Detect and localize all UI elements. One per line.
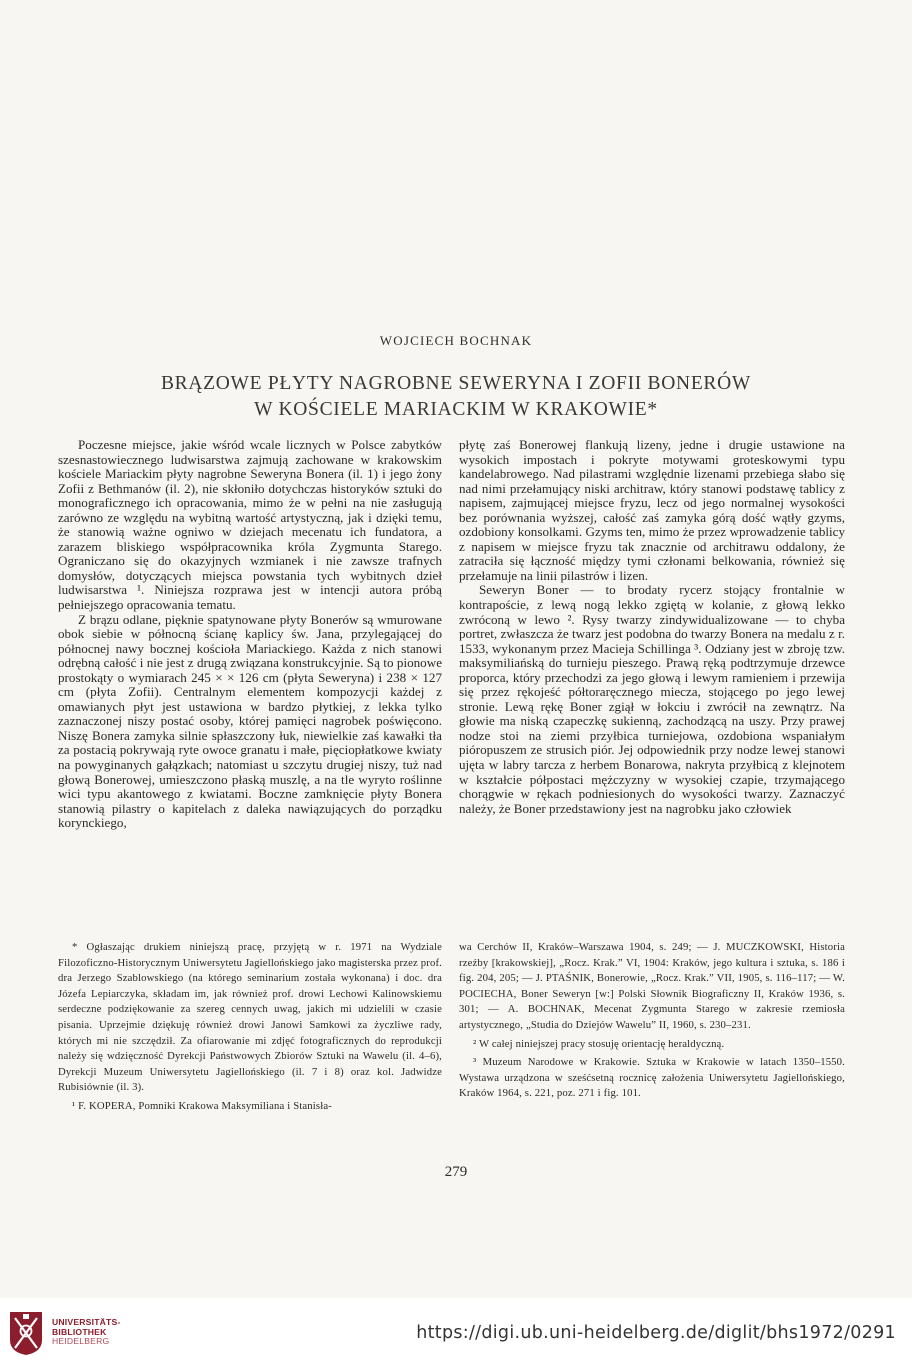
- body-paragraph: płytę zaś Bonerowej flankują lizeny, jedne i drugie ustawione na wysokich impostach i pokryte motywami groteskowymi typu kandelabrowego. Nad pilastrami względnie lizenami przebiega słabo się nad nimi przełamujący niski architraw, który stanowi podstawę tablicy z napisem, zajmującej miejsce fryzu, lecz od jego normalnej wysokości bez porównania wyższej, całość zaś zamyka górą dość wątły gzyms, ozdobiony konsolkami. Gzyms ten, mimo że przez wprowadzenie tablicy z napisem w miejsce fryzu tak znacznie od architrawu oddalony, że zatraciła się łączność między tymi członami belkowania, również się przełamuje na linii pilastrów i lizen.: [459, 437, 845, 583]
- footnote: ¹ F. KOPERA, Pomniki Krakowa Maksymiliana i Stanisła-: [72, 1099, 332, 1112]
- library-name-line: UNIVERSITÄTS-: [52, 1317, 121, 1327]
- body-paragraph: Z brązu odlane, pięknie spatynowane płyty Bonerów są wmurowane obok siebie w północną ścianę kaplicy św. Jana, przylegającej do północnej nawy bocznej kościoła Mariackiego. Każda z nich stanowi odrębną całość i nie jest z drugą związana konstrukcyjnie. Są to pionowe prostokąty o wymiarach 245 × × 126 cm (płyta Seweryna) i 238 × 127 cm (płyta Zofii). Centralnym elementem kompozycji każdej z omawianych płyt jest ustawiona w bardzo płytkiej, z lekka tylko zaznaczonej niszy postać osoby, której pamięci nagrobek poświęcono. Niszę Bonera zamyka silnie spłaszczony łuk, niewielkie zaś kawałki tła za postacią pokrywają ryte owoce granatu i małe, pięciopłatkowe kwiaty na powyginanych gałązkach; natomiast u szczytu drugiej niszy, tuż nad głową Bonerowej, umieszczono płaską muszlę, a na tle wyryto roślinne wici typu akantowego z kwiatami. Boczne zamknięcie płyty Bonera stanowią pilastry o kapitelach z daleka nawiązujących do porządku korynckiego,: [58, 611, 442, 831]
- body-paragraph: Seweryn Boner — to brodaty rycerz stojący frontalnie w kontrapoście, z lewą nogą lekko zgiętą w kolanie, z głową lekko zwróconą w lewo ². Rysy twarzy zindywidualizowane — to chyba portret, zwłaszcza że twarz jest podobna do twarzy Bonera na medalu z r. 1533, wykonanym przez Macieja Schillinga ³. Odziany jest w zbroję tzw. maksymiliańską do turnieju pieszego. Prawą ręką podtrzymuje drzewce proporca, który przechodzi za jego głową i lewym ramieniem i przewija się przez rękojeść półtoraręcznego miecza, stojącego po jego lewej stronie. Lewą rękę Boner zgiął w łokciu i zwrócił na zewnątrz. Na głowie ma niską czapeczkę sukienną, zachodzącą na uszy. Przy prawej nodze stoi na ziemi przyłbica turniejowa, ozdobiona wspaniałym pióropuszem ze strusich piór. Jej odpowiednik przy nodze lewej stanowi ujęta w labry tarcza z herbem Bonarowa, nakryta przyłbicą z klejnotem w kształcie półpostaci mężczyzny w wysokiej czapie, trzymającego chorągwie w rękach podniesionych do wysokości twarzy. Zaznaczyć należy, że Boner przedstawiony jest na nagrobku jako człowiek: [459, 582, 845, 816]
- article-title-line-2: W KOŚCIELE MARIACKIM W KRAKOWIE*: [254, 399, 658, 420]
- footnote: wa Cerchów II, Kraków–Warszawa 1904, s. 249; — J. MUCZKOWSKI, Historia rzeźby [krakowskiej], „Rocz. Krak.” VI, 1904: Kraków, jego kultura i sztuka, s. 186 i fig. 204, 205; — J. PTAŚNIK, Bonerowie, „Rocz. Krak.” VII, 1905, s. 116–117; — W. POCIECHA, Boner Seweryn [w:] Polski Słownik Biograficzny II, Kraków 1936, s. 301; — A. BOCHNAK, Mecenat Zygmunta Starego w zakresie rzemiosła artystycznego, „Studia do Dziejów Wawelu” II, 1960, s. 230–231.: [459, 941, 845, 1031]
- footnotes-right: [459, 940, 845, 1102]
- page-number: 279: [444, 1164, 468, 1180]
- digitization-footer: [0, 1298, 912, 1370]
- footnote: ² W całej niniejszej pracy stosuję orientację heraldyczną.: [473, 1037, 725, 1050]
- body-column-right: [459, 438, 845, 816]
- footnote: * Ogłaszając drukiem niniejszą pracę, przyjętą w r. 1971 na Wydziale Filozoficzno-Historycznym Uniwersytetu Jagiellońskiego jako magisterska przez prof. dra Jerzego Szablowskiego (na którego seminarium została wykonana) i doc. dra Józefa Lepiarczyka, składam im, jak również prof. drowi Lechowi Kalinowskiemu serdeczne podziękowanie za szereg cennych uwag, jakich mi udzielili w czasie pisania. Uprzejmie dziękuję również drowi Janowi Samkowi za życzliwe rady, których mi nie szczędził. Za ofiarowanie mi zdjęć fotograficznych do reprodukcji należy się wdzięczność Dyrekcji Państwowych Zbiorów Sztuki na Wawelu (il. 4–6), Dyrekcji Muzeum Uniwersytetu Jagiellońskiego (il. 7 i 8) oraz kol. Jadwidze Rubisiównie (il. 3).: [58, 941, 442, 1094]
- library-name-line: HEIDELBERG: [52, 1336, 110, 1347]
- article-title-line-1: BRĄZOWE PŁYTY NAGROBNE SEWERYNA I ZOFII BONERÓW: [160, 373, 752, 394]
- footnote: ³ Muzeum Narodowe w Krakowie. Sztuka w Krakowie w latach 1350–1550. Wystawa urządzona w sześćsetną rocznicę założenia Uniwersytetu Jagiellońskiego, Kraków 1964, s. 221, poz. 271 i fig. 101.: [459, 1056, 845, 1100]
- library-name-line: BIBLIOTHEK: [52, 1326, 107, 1337]
- body-column-left: [58, 438, 442, 831]
- footnotes-left: [58, 940, 442, 1115]
- university-seal-icon[interactable]: [8, 1310, 44, 1356]
- article-author: WOJCIECH BOCHNAK: [379, 333, 533, 348]
- library-name[interactable]: [52, 1318, 121, 1347]
- permalink-url[interactable]: https://digi.ub.uni-heidelberg.de/diglit/bhs1972/0291: [416, 1323, 896, 1343]
- body-paragraph: Poczesne miejsce, jakie wśród wcale licznych w Polsce zabytków szesnastowiecznego ludwisarstwa zajmują zachowane w krakowskim kościele Mariackim płyty nagrobne Seweryna Bonera (il. 1) i jego żony Zofii z Bethmanów (il. 2), nie skłoniło dotychczas historyków sztuki do monograficznego ich opracowania, mimo że w pełni na nie zasługują zarówno ze względu na wybitną wartość artystyczną, jak i dzięki temu, że stanowią ważne ogniwo w dziejach mecenatu ich fundatora, a zarazem bliskiego współpracownika króla Zygmunta Starego. Ograniczano się do okazyjnych wzmianek i nie zawsze trafnych domysłów, dotyczących miejsca powstania tych wybitnych dzieł ludwisarstwa ¹. Niniejsza rozprawa jest w intencji autora próbą pełniejszego opracowania tematu.: [58, 437, 442, 613]
